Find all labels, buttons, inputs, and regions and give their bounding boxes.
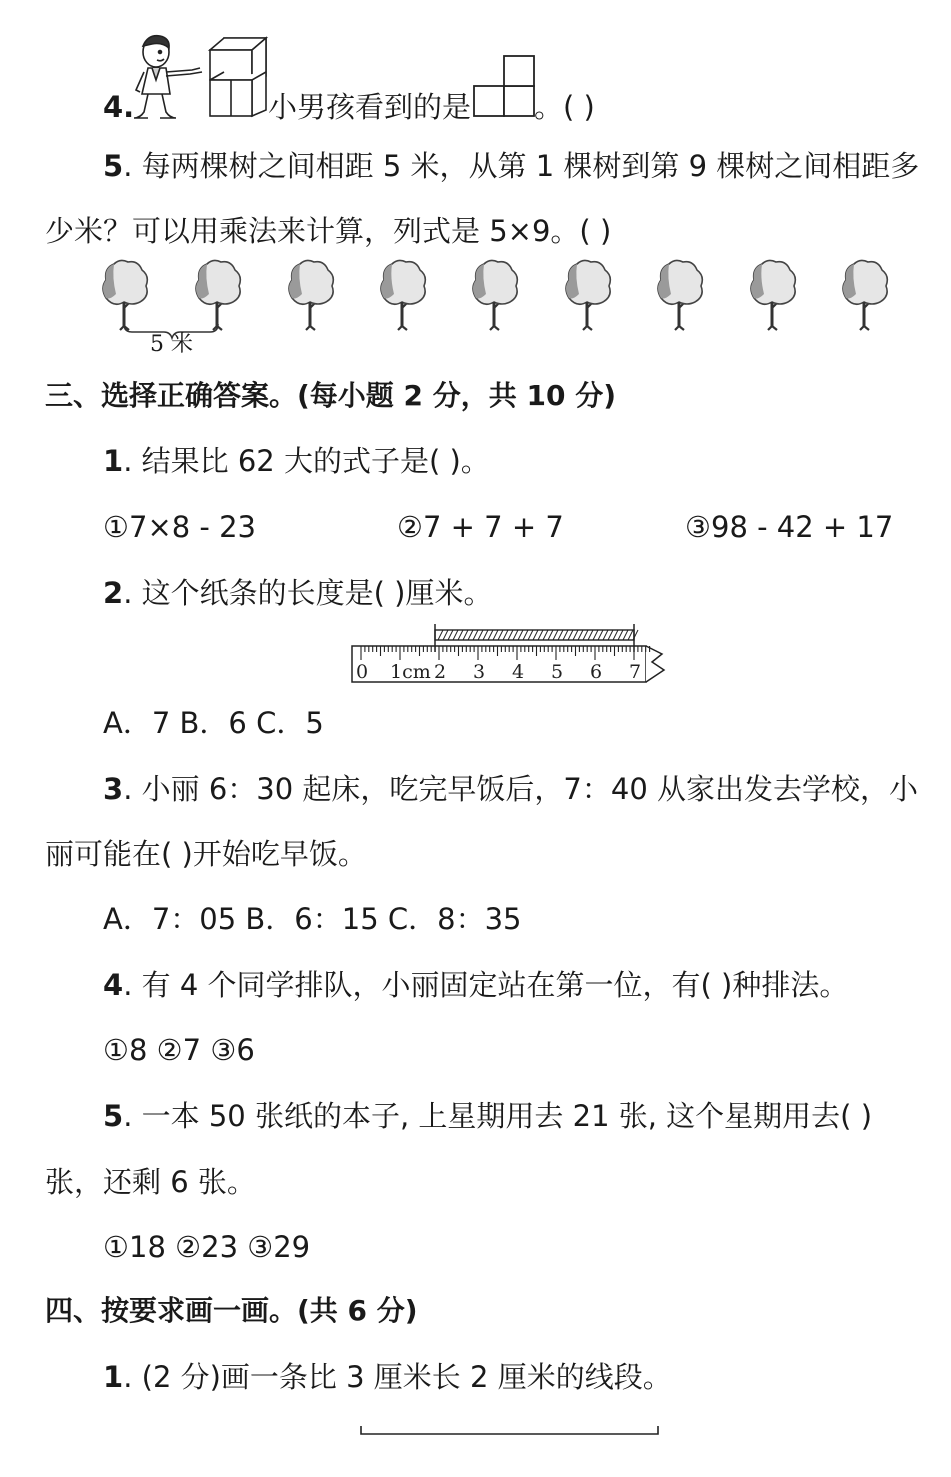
s3-q1-number: 1 bbox=[103, 444, 124, 478]
s3-q1-option-2: ②7 + 7 + 7 bbox=[397, 510, 564, 544]
s4-q1 bbox=[103, 1357, 672, 1397]
ruler-illustration bbox=[348, 624, 670, 686]
s3-q3-line2: 丽可能在( )开始吃早饭。 bbox=[45, 837, 367, 871]
s3-q2-number: 2 bbox=[103, 576, 124, 610]
q5-text-1: . 每两棵树之间相距 5 米，从第 1 棵树到第 9 棵树之间相距多 bbox=[123, 149, 920, 183]
s4-q1-number: 1 bbox=[103, 1360, 124, 1394]
ruler-tick-label: 7 bbox=[629, 661, 642, 683]
drawing-answer-line bbox=[358, 1424, 662, 1438]
ruler-tick-label: 0 bbox=[356, 661, 369, 683]
q4-text: 小男孩看到的是 bbox=[268, 90, 472, 124]
section3-title: 三、选择正确答案。(每小题 2 分，共 10 分) bbox=[45, 379, 617, 412]
trees-illustration bbox=[98, 258, 898, 364]
s3-q5-options: ①18 ②23 ③29 bbox=[103, 1230, 311, 1264]
ruler-tick-label: 6 bbox=[590, 661, 603, 683]
s3-q1-option-1: ①7×8 - 23 bbox=[103, 510, 257, 544]
q5-number: 5 bbox=[103, 149, 124, 183]
s3-q3-number: 3 bbox=[103, 772, 124, 806]
s3-q3-text-1: . 小丽 6：30 起床，吃完早饭后，7：40 从家出发去学校，小 bbox=[123, 772, 918, 806]
section4-title: 四、按要求画一画。(共 6 分) bbox=[45, 1294, 418, 1327]
s3-q4-number: 4 bbox=[103, 968, 124, 1002]
ruler-tick-label: 2 bbox=[434, 661, 447, 683]
s3-q2-options: A．7 B．6 C．5 bbox=[103, 706, 324, 740]
s3-q5-line1 bbox=[103, 1096, 872, 1136]
s3-q5-line2: 张，还剩 6 张。 bbox=[45, 1165, 256, 1199]
view-shape-illustration bbox=[472, 54, 536, 118]
s3-q4-text: . 有 4 个同学排队，小丽固定站在第一位，有( )种排法。 bbox=[123, 968, 849, 1002]
s3-q1-text: . 结果比 62 大的式子是( )。 bbox=[123, 444, 490, 478]
s3-q4-options: ①8 ②7 ③6 bbox=[103, 1033, 255, 1067]
cube-stack-illustration bbox=[206, 36, 270, 120]
q5-line1 bbox=[103, 146, 919, 186]
ruler-tick-label: 4 bbox=[512, 661, 525, 683]
s3-q3-line1 bbox=[103, 769, 918, 809]
q4-answer-blank: 。( ) bbox=[534, 90, 595, 124]
ruler-tick-label: 1cm bbox=[390, 661, 431, 683]
s3-q3-options: A．7：05 B．6：15 C．8：35 bbox=[103, 902, 522, 936]
q5-line2: 少米？可以用乘法来计算，列式是 5×9。( ) bbox=[45, 214, 612, 248]
s3-q1-option-3: ③98 - 42 + 17 bbox=[685, 510, 894, 544]
s3-q2 bbox=[103, 573, 492, 613]
s3-q1 bbox=[103, 441, 490, 481]
s3-q4 bbox=[103, 965, 848, 1005]
s3-q2-text: . 这个纸条的长度是( )厘米。 bbox=[123, 576, 493, 610]
q4-number: 4. bbox=[103, 90, 135, 124]
tree-distance-label: 5 米 bbox=[150, 332, 193, 357]
s4-q1-text: . (2 分)画一条比 3 厘米长 2 厘米的线段。 bbox=[123, 1360, 672, 1394]
s3-q5-text-1: . 一本 50 张纸的本子, 上星期用去 21 张, 这个星期用去( ) bbox=[123, 1099, 873, 1133]
s3-q5-number: 5 bbox=[103, 1099, 124, 1133]
ruler-tick-label: 5 bbox=[551, 661, 564, 683]
boy-pointing-illustration bbox=[130, 32, 210, 122]
ruler-tick-label: 3 bbox=[473, 661, 486, 683]
